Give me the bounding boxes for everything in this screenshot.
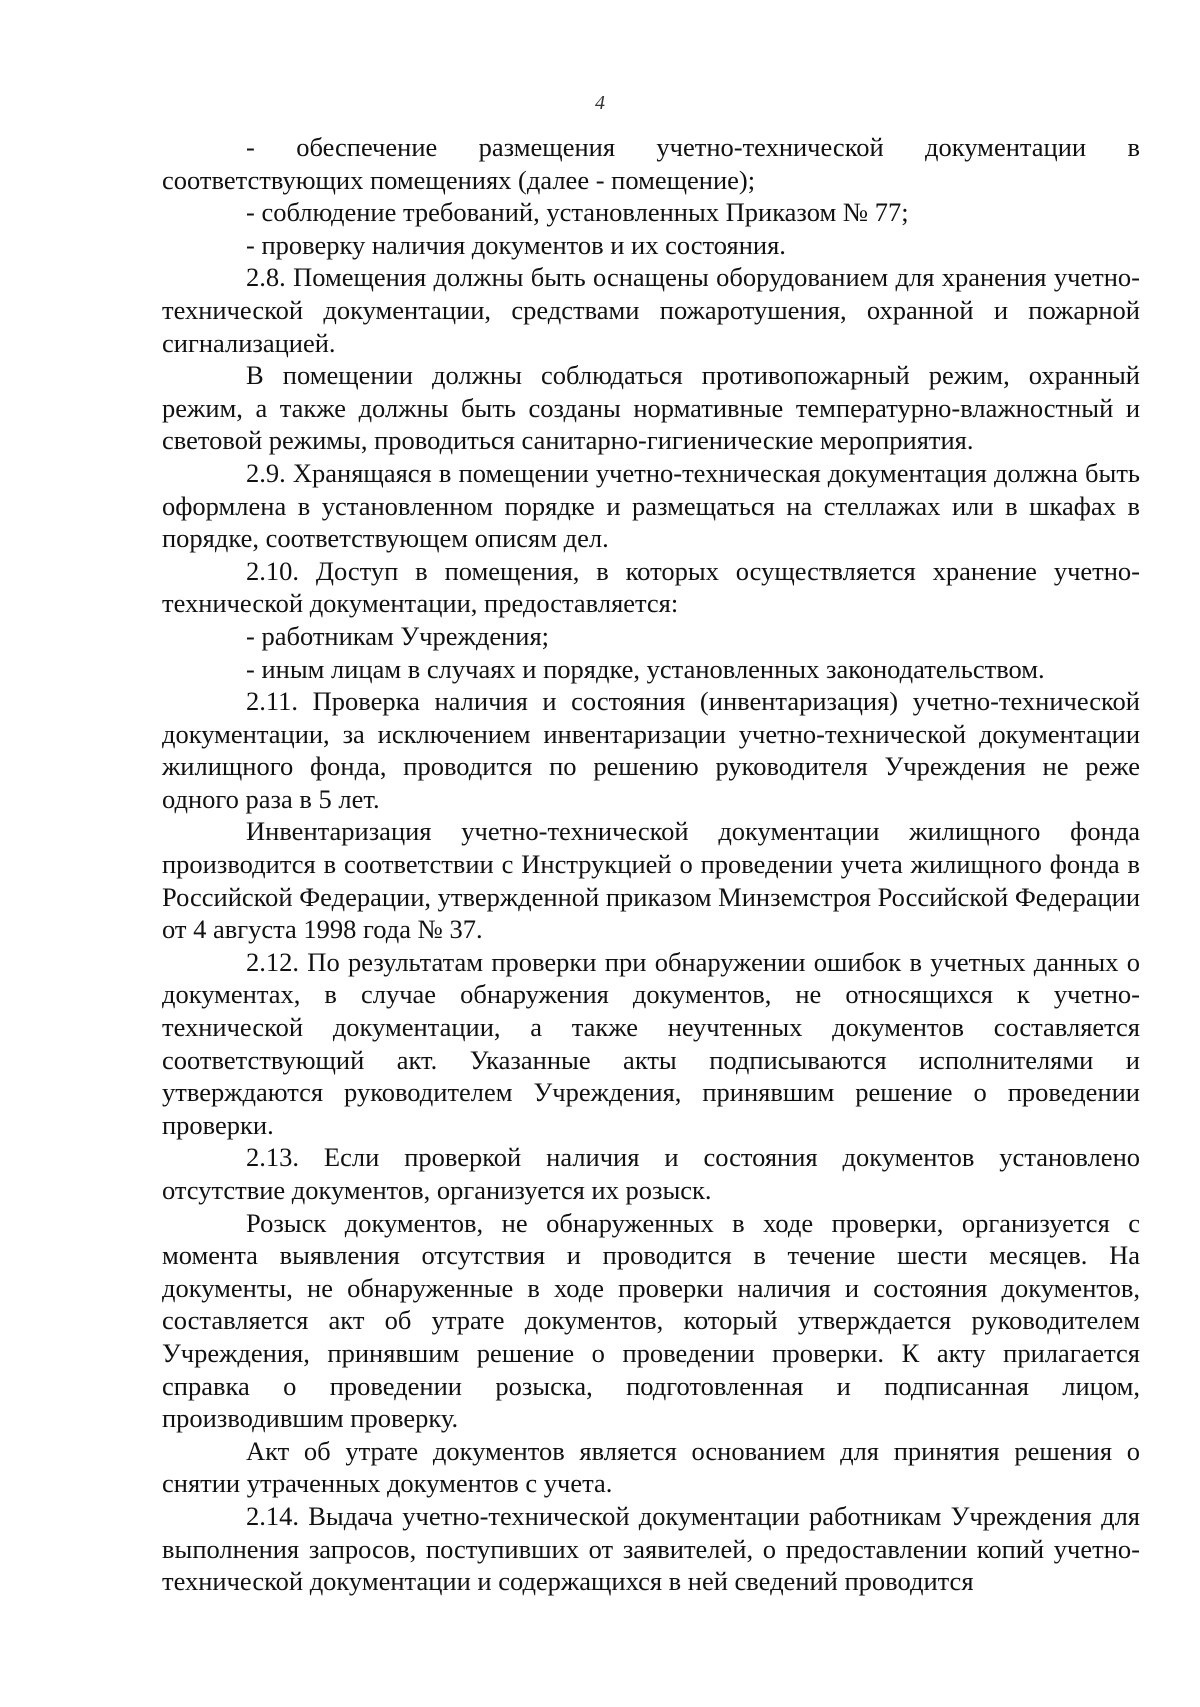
clause-2-14: 2.14. Выдача учетно-технической документации работникам Учреждения для выполнения запросов, поступивших от заявителей, о предоставлении копий учетно-технической документации и содержащихся в ней сведений проводится xyxy=(162,1500,1140,1597)
clause-2-8: 2.8. Помещения должны быть оснащены оборудованием для хранения учетно-технической документации, средствами пожаротушения, охранной и пожарной сигнализацией. xyxy=(162,262,1140,358)
clause-2-13-search: Розыск документов, не обнаруженных в ходе проверки, организуется с момента выявления отсутствия и проводится в течение шести месяцев. На документы, не обнаруженные в ходе проверки наличия и состояния документов, составляется акт об утрате документов, который утверждается руководителем Учреждения, принявшим решение о проведении проверки. К акту прилагается справка о проведении розыска, подготовленная и подписанная лицом, производившим проверку. xyxy=(162,1207,1140,1434)
list-item-requirements: - соблюдение требований, установленных Приказом № 77; xyxy=(246,197,909,228)
page-number: 4 xyxy=(595,92,605,114)
clause-2-12: 2.12. По результатам проверки при обнаружении ошибок в учетных данных о документах, в случае обнаружения документов, не относящихся к учетно-технической документации, а также неучтенных документов составляется соответствующий акт. Указанные акты подписываются исполнителями и утверждаются руководителем Учреждения, принявшим решение о проведении проверки. xyxy=(162,946,1140,1140)
clause-2-13: 2.13. Если проверкой наличия и состояния документов установлено отсутствие документов, организуется их розыск. xyxy=(162,1142,1140,1205)
clause-2-10: 2.10. Доступ в помещения, в которых осуществляется хранение учетно-технической документации, предоставляется: xyxy=(162,555,1140,619)
list-item-employees: - работникам Учреждения; xyxy=(246,620,549,651)
clause-2-13-act: Акт об утрате документов является основанием для принятия решения о снятии утраченных документов с учета. xyxy=(162,1435,1140,1499)
clause-2-11-inventory: Инвентаризация учетно-технической документации жилищного фонда производится в соответствии с Инструкцией о проведении учета жилищного фонда в Российской Федерации, утвержденной приказом Минземстроя Российской Федерации от 4 августа 1998 года № 37. xyxy=(162,816,1140,945)
list-item-other-persons: - иным лицам в случаях и порядке, установленных законодательством. xyxy=(246,653,1045,684)
clause-2-11: 2.11. Проверка наличия и состояния (инвентаризация) учетно-технической документации, за исключением инвентаризации учетно-технической документации жилищного фонда, проводится по решению руководителя Учреждения не реже одного раза в 5 лет. xyxy=(162,686,1140,814)
list-item-placement: - обеспечение размещения учетно-технической документации в соответствующих помещениях (далее - помещение); xyxy=(162,132,1140,195)
document-body xyxy=(162,131,1140,1598)
clause-2-9: 2.9. Хранящаяся в помещении учетно-техническая документация должна быть оформлена в установленном порядке и размещаться на стеллажах или в шкафах в порядке, соответствующем описям дел. xyxy=(162,457,1140,554)
list-item-check: - проверку наличия документов и их состояния. xyxy=(246,229,786,260)
clause-2-8-regime: В помещении должны соблюдаться противопожарный режим, охранный режим, а также должны быть созданы нормативные температурно-влажностный и световой режимы, проводиться санитарно-гигиенические мероприятия. xyxy=(162,360,1140,456)
